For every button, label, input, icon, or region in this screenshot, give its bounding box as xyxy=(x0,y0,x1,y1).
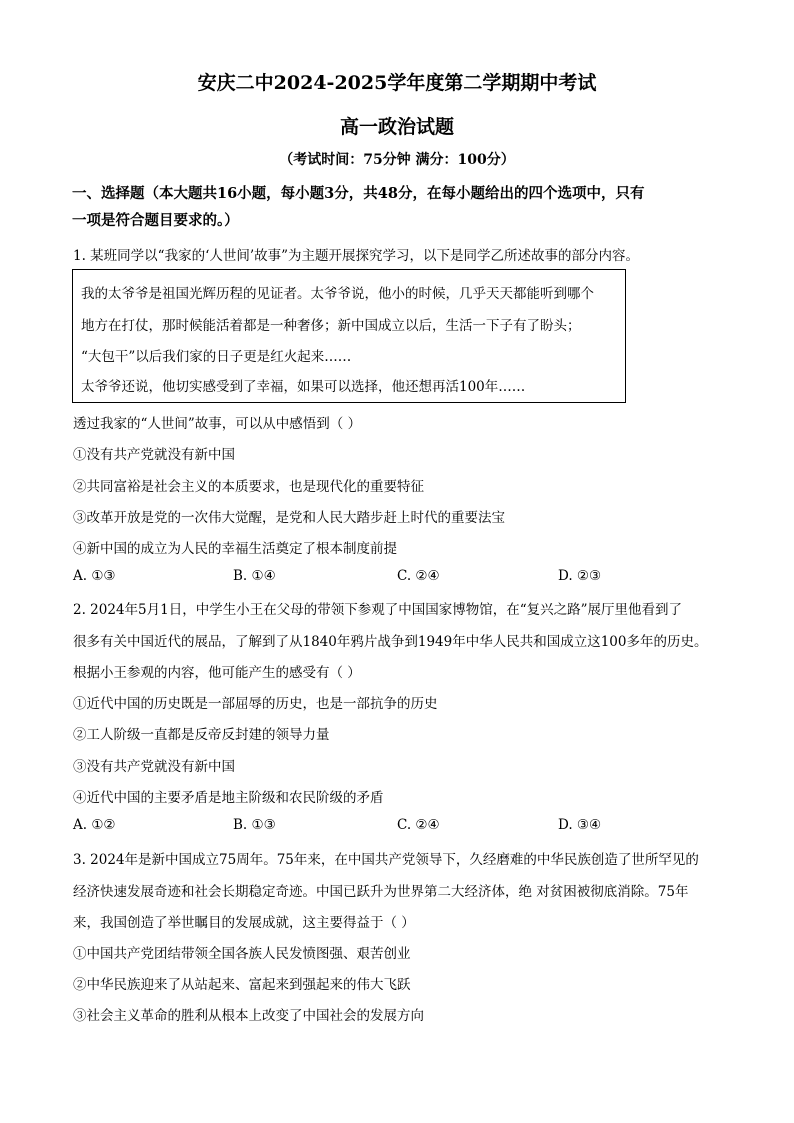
exam-info: （考试时间：75分钟 满分：100分） xyxy=(279,152,515,168)
q2-item: ②工人阶级一直都是反帝反封建的领导力量 xyxy=(73,727,330,743)
q1-item: ③改革开放是党的一次伟大觉醒，是党和人民大踏步赶上时代的重要法宝 xyxy=(73,510,505,526)
section-heading-line: 一项是符合题目要求的。） xyxy=(72,212,239,229)
section-heading xyxy=(72,180,732,234)
q3-stem-line: 来，我国创造了举世瞩目的发展成就，这主要得益于（ ） xyxy=(73,915,415,931)
q2-stem-line: 2. 2024年5月1日，中学生小王在父母的带领下参观了中国国家博物馆，在“复兴之路”展厅里他看到了 xyxy=(73,602,683,618)
q3-item: ①中国共产党团结带领全国各族人民发愤图强、艰苦创业 xyxy=(73,946,411,962)
q1-box-line: “大包干”以后我们家的日子更是红火起来…… xyxy=(81,349,352,365)
q1-option-b: B. ①④ xyxy=(233,568,276,584)
q1-box-line: 太爷爷还说，他切实感受到了幸福，如果可以选择，他还想再活100年…… xyxy=(81,379,526,395)
q1-option-c: C. ②④ xyxy=(397,568,440,584)
q1-item: ②共同富裕是社会主义的本质要求，也是现代化的重要特征 xyxy=(73,479,424,495)
q1-box-line: 地方在打仗，那时候能活着都是一种奢侈；新中国成立以后，生活一下子有了盼头； xyxy=(81,318,581,334)
q1-item: ④新中国的成立为人民的幸福生活奠定了根本制度前提 xyxy=(73,541,397,557)
q2-item: ④近代中国的主要矛盾是地主阶级和农民阶级的矛盾 xyxy=(73,790,384,806)
q2-option-b: B. ①③ xyxy=(233,817,276,833)
q3-stem-line: 经济快速发展奇迹和社会长期稳定奇迹。中国已跃升为世界第二大经济体，绝 对贫困被彻底消除。75年 xyxy=(73,884,689,900)
q2-item: ①近代中国的历史既是一部屈辱的历史，也是一部抗争的历史 xyxy=(73,696,438,712)
q3-item: ③社会主义革命的胜利从根本上改变了中国社会的发展方向 xyxy=(73,1008,424,1024)
exam-subtitle: 高一政治试题 xyxy=(339,116,454,138)
q2-stem-line: 很多有关中国近代的展品，了解到了从1840年鸦片战争到1949年中华人民共和国成立这100多年的历史。 xyxy=(73,634,708,650)
q1-stem: 1. 某班同学以“我家的‘人世间’故事”为主题开展探究学习，以下是同学乙所述故事的部分内容。 xyxy=(73,248,640,264)
q1-item: ①没有共产党就没有新中国 xyxy=(73,447,235,463)
q2-option-d: D. ③④ xyxy=(558,817,602,833)
q2-stem-line: 根据小王参观的内容，他可能产生的感受有（ ） xyxy=(73,665,361,681)
q1-question: 透过我家的“人世间”故事，可以从中感悟到（ ） xyxy=(73,416,362,432)
q1-box-line: 我的太爷爷是祖国光辉历程的见证者。太爷爷说，他小的时候，几乎天天都能听到哪个 xyxy=(81,286,594,302)
exam-title: 安庆二中2024-2025学年度第二学期期中考试 xyxy=(197,72,597,94)
q3-stem-line: 3. 2024年是新中国成立75周年。75年来，在中国共产党领导下，久经磨难的中华民族创造了世所罕见的 xyxy=(73,852,699,868)
q3-item: ②中华民族迎来了从站起来、富起来到强起来的伟大飞跃 xyxy=(73,977,411,993)
q1-option-d: D. ②③ xyxy=(558,568,602,584)
section-heading-line: 一、选择题（本大题共16小题，每小题3分，共48分，在每小题给出的四个选项中，只有 xyxy=(72,185,645,202)
q1-option-a: A. ①③ xyxy=(73,568,116,584)
q2-item: ③没有共产党就没有新中国 xyxy=(73,759,235,775)
q1-story-box xyxy=(72,269,626,403)
q2-option-c: C. ②④ xyxy=(397,817,440,833)
q2-option-a: A. ①② xyxy=(73,817,116,833)
